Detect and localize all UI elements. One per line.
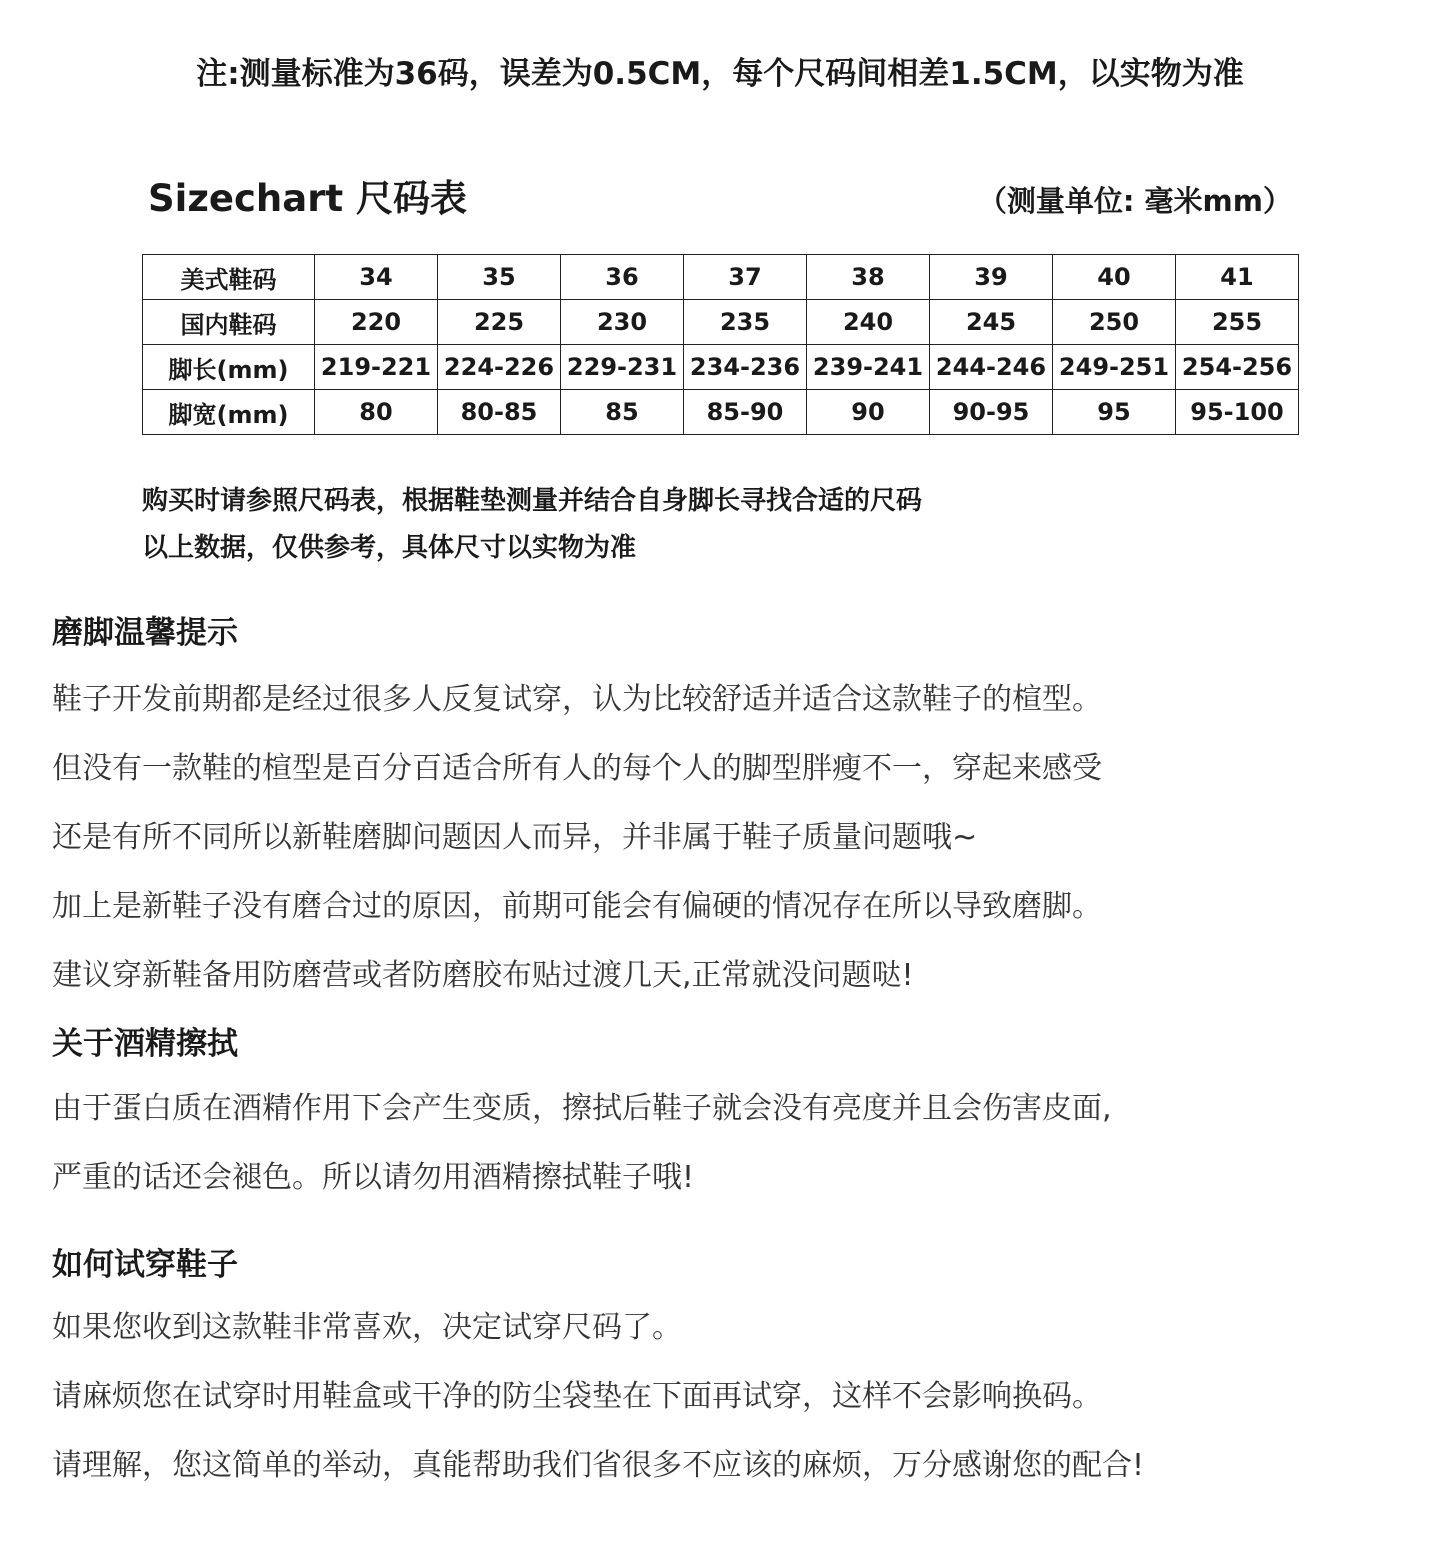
table-cell: 40 [1053,255,1176,300]
paragraph-line: 加上是新鞋子没有磨合过的原因，前期可能会有偏硬的情况存在所以导致磨脚。 [52,889,1102,924]
section-heading: 关于酒精擦拭 [52,1026,238,1062]
tip-line: 购买时请参照尺码表，根据鞋垫测量并结合自身脚长寻找合适的尺码 [142,486,923,516]
measurement-unit: （测量单位: 毫米mm） [977,184,1292,218]
table-cell: 250 [1053,300,1176,345]
row-label: 脚长(mm) [143,345,315,390]
section-heading: 如何试穿鞋子 [52,1247,238,1283]
table-cell: 235 [684,300,807,345]
table-cell: 90-95 [930,390,1053,435]
row-label: 国内鞋码 [143,300,315,345]
table-cell: 249-251 [1053,345,1176,390]
table-cell: 254-256 [1176,345,1299,390]
tip-line: 以上数据，仅供参考，具体尺寸以实物为准 [142,533,637,563]
paragraph-line: 还是有所不同所以新鞋磨脚问题因人而异，并非属于鞋子质量问题哦~ [52,820,978,855]
section-heading: 磨脚温馨提示 [52,615,238,651]
size-chart-table [142,254,1299,435]
table-cell: 90 [807,390,930,435]
table-cell: 240 [807,300,930,345]
paragraph-line: 如果您收到这款鞋非常喜欢，决定试穿尺码了。 [52,1310,682,1345]
paragraph-line: 请理解，您这简单的举动，真能帮助我们省很多不应该的麻烦，万分感谢您的配合! [52,1448,1145,1483]
table-cell: 255 [1176,300,1299,345]
table-cell: 224-226 [438,345,561,390]
paragraph-line: 由于蛋白质在酒精作用下会产生变质，擦拭后鞋子就会没有亮度并且会伤害皮面, [52,1091,1112,1126]
table-cell: 36 [561,255,684,300]
purchase-tips [142,478,922,572]
table-cell: 85 [561,390,684,435]
table-cell: 34 [315,255,438,300]
table-cell: 225 [438,300,561,345]
table-cell: 95 [1053,390,1176,435]
row-label: 脚宽(mm) [143,390,315,435]
table-cell: 244-246 [930,345,1053,390]
paragraph-line: 鞋子开发前期都是经过很多人反复试穿，认为比较舒适并适合这款鞋子的楦型。 [52,682,1102,717]
table-cell: 37 [684,255,807,300]
table-cell: 80-85 [438,390,561,435]
paragraph-line: 建议穿新鞋备用防磨营或者防磨胶布贴过渡几天,正常就没问题哒! [52,958,914,993]
table-cell: 80 [315,390,438,435]
paragraph-line: 请麻烦您在试穿时用鞋盒或干净的防尘袋垫在下面再试穿，这样不会影响换码。 [52,1379,1102,1414]
measurement-note: 注:测量标准为36码，误差为0.5CM，每个尺码间相差1.5CM，以实物为准 [196,56,1244,92]
table-cell: 245 [930,300,1053,345]
table-cell: 220 [315,300,438,345]
table-cell: 219-221 [315,345,438,390]
table-cell: 41 [1176,255,1299,300]
table-cell: 85-90 [684,390,807,435]
table-row-us-size [143,255,1299,300]
table-cell: 39 [930,255,1053,300]
paragraph-line: 但没有一款鞋的楦型是百分百适合所有人的每个人的脚型胖瘦不一，穿起来感受 [52,751,1102,786]
table-row-foot-length [143,345,1299,390]
table-cell: 35 [438,255,561,300]
row-label: 美式鞋码 [143,255,315,300]
table-row-foot-width [143,390,1299,435]
table-cell: 239-241 [807,345,930,390]
table-cell: 38 [807,255,930,300]
table-cell: 234-236 [684,345,807,390]
table-cell: 230 [561,300,684,345]
section-try-on [52,1243,1412,1500]
sizechart-title: Sizechart 尺码表 [148,177,468,220]
table-cell: 95-100 [1176,390,1299,435]
section-alcohol-wipe [52,1022,1412,1212]
paragraph-line: 严重的话还会褪色。所以请勿用酒精擦拭鞋子哦! [52,1160,695,1195]
table-row-cn-size [143,300,1299,345]
section-friction-tips [52,611,1412,1010]
table-cell: 229-231 [561,345,684,390]
